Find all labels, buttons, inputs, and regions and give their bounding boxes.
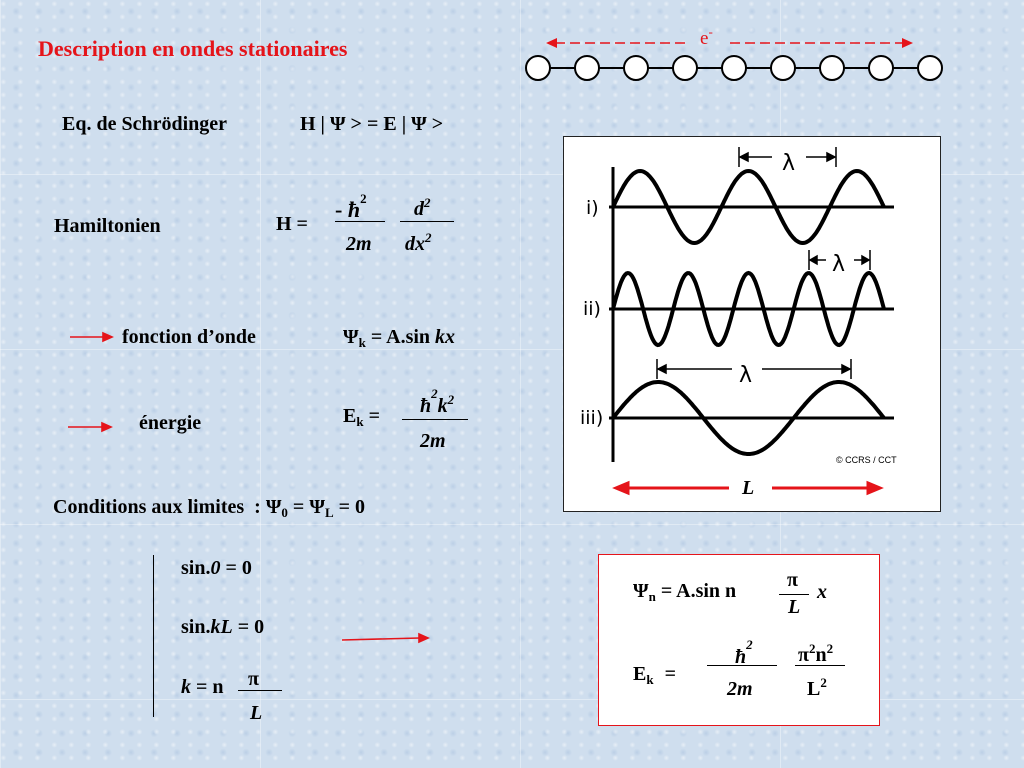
arrow-head-left xyxy=(546,38,557,48)
arrow-head xyxy=(616,483,628,493)
hbar-symbol: ħ xyxy=(420,395,432,417)
k-exponent: 2 xyxy=(447,392,455,407)
wavefunction-rhs: = A.sin xyxy=(365,326,436,348)
arrow-line xyxy=(342,638,420,640)
arrow-head xyxy=(842,365,850,373)
schrodinger-equation: H | Ψ > = E | Ψ > xyxy=(300,113,444,135)
atom xyxy=(526,56,550,80)
atom xyxy=(918,56,942,80)
hamiltonian-den2 xyxy=(405,230,432,256)
psi-subscript: 0 xyxy=(281,505,288,520)
energy-subscript: k xyxy=(356,414,364,429)
condition-var: kL xyxy=(210,616,233,638)
minus-sign: - xyxy=(335,197,343,222)
hbar-exponent: 2 xyxy=(431,386,438,401)
hamiltonian-num2 xyxy=(414,195,431,221)
boundary-label: Conditions aux limites : xyxy=(53,496,266,518)
psi-subscript: k xyxy=(358,335,366,350)
fraction-bar xyxy=(335,221,385,222)
arrow-head xyxy=(862,256,869,264)
copyright-text: © CCRS / CCT xyxy=(836,455,897,465)
lambda-label-1: λ xyxy=(782,151,796,176)
atom xyxy=(624,56,648,80)
lambda-label-3: λ xyxy=(739,363,753,388)
arrow-head xyxy=(103,333,112,341)
energy-label: énergie xyxy=(139,412,202,434)
psi-symbol: Ψ xyxy=(265,496,282,518)
arrow-graphics xyxy=(0,0,10,10)
arrow-head xyxy=(868,483,880,493)
energy-subscript: k xyxy=(646,672,654,687)
wavefunction-label: fonction d’onde xyxy=(122,326,256,348)
result-den1: 2m xyxy=(727,678,753,700)
mode-label-3: iii) xyxy=(580,407,604,429)
fraction-bar xyxy=(238,690,282,691)
energy-den: 2m xyxy=(420,430,446,452)
l-symbol: L xyxy=(807,678,821,700)
k-symbol: k xyxy=(437,395,448,417)
fraction-bar xyxy=(707,665,777,666)
result-l2 xyxy=(807,675,827,701)
arrow-head-right xyxy=(902,38,913,48)
atom xyxy=(771,56,795,80)
result-box xyxy=(598,554,880,726)
hamiltonian-den1: 2m xyxy=(346,233,372,255)
l-exponent: 2 xyxy=(820,675,827,690)
slide-title: Description en ondes stationaires xyxy=(38,36,348,61)
condition-bracket xyxy=(153,555,154,717)
hbar-exponent: 2 xyxy=(746,637,753,652)
psi-symbol: Ψ xyxy=(343,326,359,348)
boundary-conditions xyxy=(53,496,365,519)
length-label: L xyxy=(742,477,755,499)
psi-subscript: L xyxy=(324,505,334,520)
electron-chain-graphic xyxy=(0,0,1024,100)
psi-symbol: Ψ xyxy=(309,496,325,518)
n-exponent: 2 xyxy=(826,641,834,656)
result-pi-n xyxy=(798,641,834,667)
pi-exponent: 2 xyxy=(808,641,816,656)
electron-label xyxy=(700,24,713,50)
pi-symbol: π xyxy=(798,644,809,666)
equals-sign: = xyxy=(287,496,310,518)
energy-symbol: E xyxy=(633,663,647,685)
arrow-head xyxy=(827,153,835,161)
result-rhs: = A.sin n xyxy=(655,580,737,602)
psi-symbol: Ψ xyxy=(633,580,649,602)
energy-num xyxy=(420,386,455,418)
sin-text: sin. xyxy=(181,616,211,638)
equals-sign: = 0 xyxy=(333,496,366,518)
arrow-head xyxy=(419,634,428,642)
standing-wave-figure xyxy=(563,136,941,512)
condition-var: 0 xyxy=(210,557,221,579)
psi-subscript: n xyxy=(648,589,656,604)
arrow-head xyxy=(102,423,111,431)
energy-lhs xyxy=(343,405,380,428)
condition-sin-zero xyxy=(181,557,252,580)
dx-symbol: dx xyxy=(405,233,425,255)
arrow-head xyxy=(658,365,666,373)
atom xyxy=(820,56,844,80)
arrow-head xyxy=(810,256,817,264)
lambda-label-2: λ xyxy=(832,252,846,277)
hbar-symbol: ħ xyxy=(347,197,361,222)
electron-symbol: e xyxy=(700,28,709,49)
x-symbol: x xyxy=(817,581,827,603)
sin-text: sin. xyxy=(181,557,211,579)
atom xyxy=(673,56,697,80)
l-denominator: L xyxy=(788,596,801,618)
result-wavefunction xyxy=(633,580,736,603)
fraction-bar xyxy=(779,594,809,595)
hbar-symbol: ħ xyxy=(735,646,747,668)
wavefunction-var: kx xyxy=(435,326,456,348)
fraction-bar xyxy=(402,419,468,420)
n-symbol: n xyxy=(815,644,827,666)
l-denominator: L xyxy=(250,702,263,724)
condition-k-value xyxy=(181,676,224,699)
result-energy-lhs xyxy=(633,663,676,686)
dx-exponent: 2 xyxy=(425,230,432,245)
pi-numerator: π xyxy=(787,569,798,591)
arrow-head xyxy=(740,153,748,161)
fraction-bar xyxy=(795,665,845,666)
fraction-bar xyxy=(400,221,454,222)
pi-numerator: π xyxy=(248,668,259,690)
d-symbol: d xyxy=(414,198,424,220)
schrodinger-label: Eq. de Schrödinger xyxy=(62,113,228,135)
atom xyxy=(575,56,599,80)
condition-rhs: = 0 xyxy=(232,616,265,638)
condition-rhs: = n xyxy=(191,676,224,698)
atom xyxy=(869,56,893,80)
hamiltonian-lhs: H = xyxy=(276,213,308,235)
condition-sin-kl xyxy=(181,616,264,639)
hamiltonian-num1 xyxy=(335,191,367,223)
k-symbol: k xyxy=(181,676,191,698)
mode-label-2: ii) xyxy=(583,298,601,320)
atom xyxy=(722,56,746,80)
hamiltonian-label: Hamiltonien xyxy=(54,215,161,237)
d-exponent: 2 xyxy=(424,195,431,210)
mode-label-1: i) xyxy=(586,197,599,219)
electron-charge: - xyxy=(708,24,713,39)
equals-sign: = xyxy=(664,663,676,685)
hbar-exponent: 2 xyxy=(360,191,367,206)
equals-sign: = xyxy=(368,405,380,427)
condition-rhs: = 0 xyxy=(220,557,252,579)
energy-symbol: E xyxy=(343,405,357,427)
wavefunction-equation xyxy=(343,326,455,349)
